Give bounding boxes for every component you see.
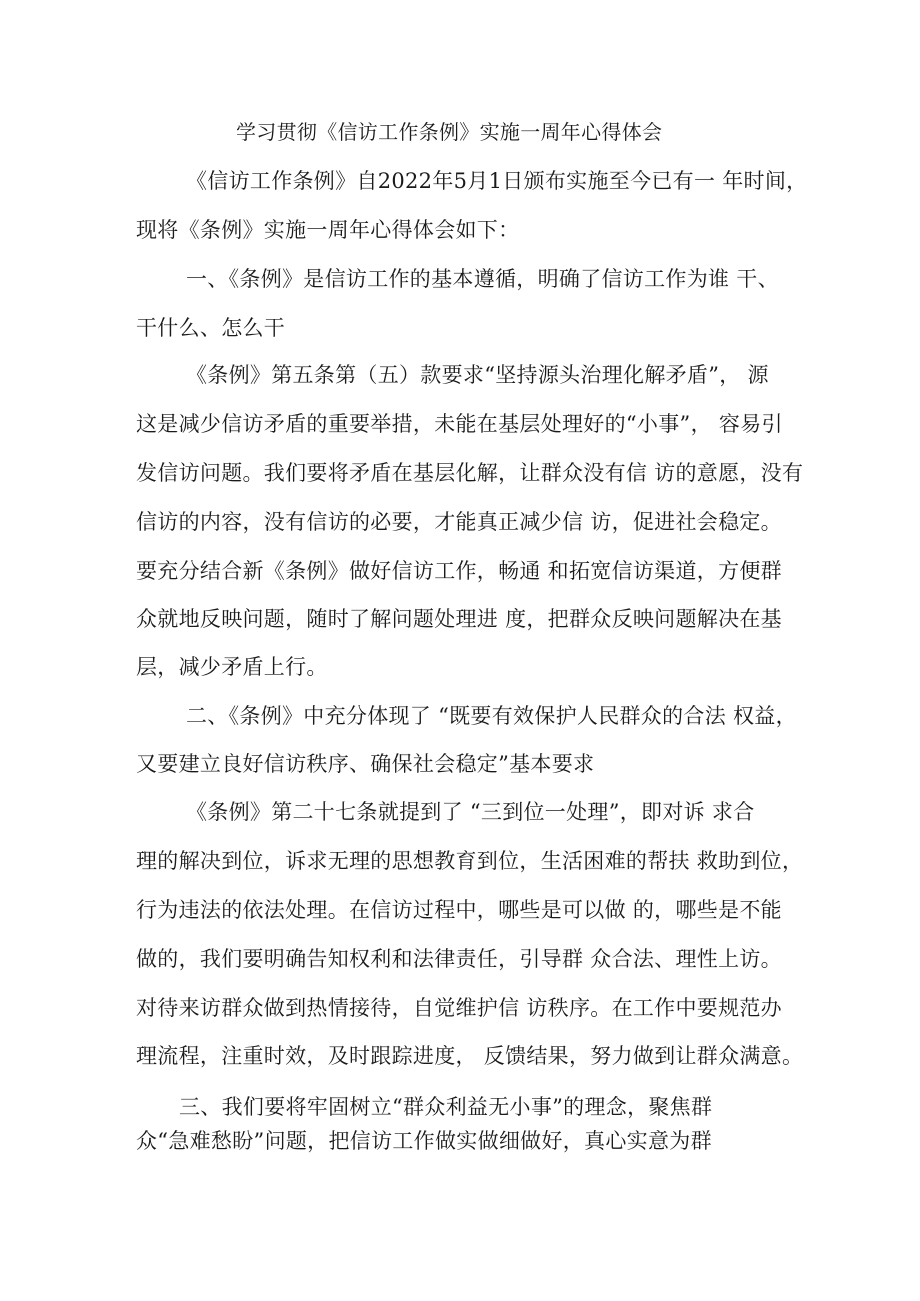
paragraph-line: 发信访问题。我们要将矛盾在基层化解，让群众没有信 访的意愿，没有 [136,461,804,485]
document-title: 学习贯彻《信访工作条例》实施一周年心得体会 [236,120,663,144]
paragraph-line: 理流程，注重时效，及时跟踪进度， 反馈结果，努力做到让群众满意。 [136,1044,804,1068]
paragraph-line: 《条例》第五条第（五）款要求“坚持源头治理化解矛盾”， 源 [186,363,769,387]
paragraph-line: 这是减少信访矛盾的重要举措，未能在基层处理好的“小事”， 容易引 [136,412,783,436]
paragraph-line: 对待来访群众做到热情接待，自觉维护信 访秩序。在工作中要规范办 [136,996,782,1020]
paragraph-line: 现将《条例》实施一周年心得体会如下： [136,218,520,242]
section-heading-line: 三、我们要将牢固树立“群众利益无小事”的理念，聚焦群 [179,1095,713,1119]
paragraph-line: 理的解决到位，诉求无理的思想教育到位，生活困难的帮扶 救助到位， [136,849,804,873]
section-heading-line: 二、《条例》中充分体现了 “既要有效保护人民群众的合法 权益， [186,704,797,728]
section-heading-line: 干什么、怎么干 [136,316,286,340]
section-heading-line: 一、《条例》是信访工作的基本遵循，明确了信访工作为谁 干、 [186,267,779,291]
paragraph-line: 做的，我们要明确告知权利和法律责任，引导群 众合法、理性上访。 [136,947,782,971]
paragraph-line: 要充分结合新《条例》做好信访工作，畅通 和拓宽信访渠道，方便群 [136,559,782,583]
section-heading-line: 众“急难愁盼”问题，把信访工作做实做细做好，真心实意为群 [136,1129,712,1153]
section-heading-line: 又要建立良好信访秩序、确保社会稳定”基本要求 [136,752,595,776]
paragraph-line: 信访的内容，没有信访的必要，才能真正减少信 访，促进社会稳定。 [136,510,782,534]
paragraph-line: 《条例》第二十七条就提到了 “三到位一处理”，即对诉 求合 [186,800,755,824]
paragraph-line: 《信访工作条例》自2022年5月1日颁布实施至今已有一 年时间， [186,169,808,193]
paragraph-line: 行为违法的依法处理。在信访过程中，哪些是可以做 的，哪些是不能 [136,898,782,922]
paragraph-line: 众就地反映问题，随时了解问题处理进 度，把群众反映问题解决在基 [136,607,782,631]
paragraph-line: 层，减少矛盾上行。 [136,655,328,679]
